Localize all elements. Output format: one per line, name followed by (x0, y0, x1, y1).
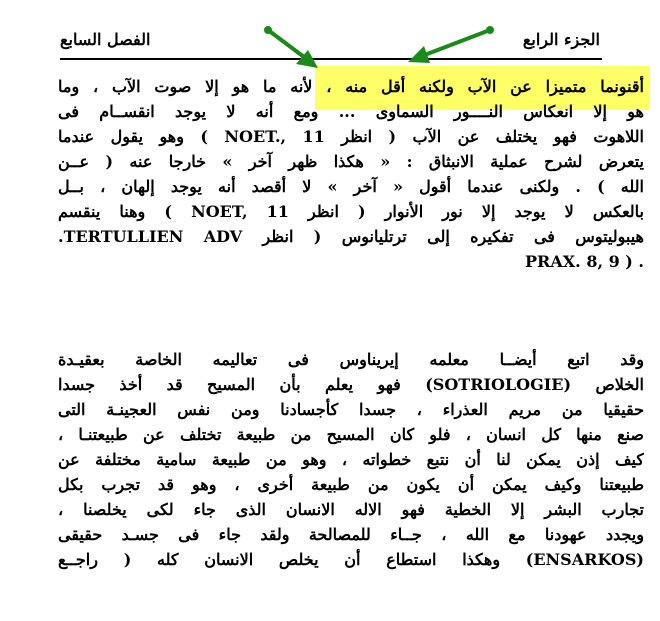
text-line: (ENSARKOS) وهكذا استطاع أن يخلص الانسان كله ( راجــع (58, 550, 644, 569)
text-line: حقيقيا من مريم العذراء ، جسدا كأجسادنا ومن نفس العجينـة التى (58, 400, 644, 419)
text-line: هو إلا انعكاس النــــور السماوى ... ومع أنه لا يوجد انقســام فى (58, 102, 644, 121)
text-line: بالعكس لا يوجد إلا نور الأنوار ( انظر NOET, 11 ) وهنا ينقسم (58, 202, 644, 221)
text-line: اللاهوت فهو يختلف عن الآب ( انظر NOET., 11 ) وهو يقول عندما (58, 127, 644, 146)
text-line: أقنونما متميزا عن الآب ولكنه أقل منه ، لأنه ما هو إلا صوت الآب ، وما (58, 77, 644, 96)
text-line: الخلاص (SOTRIOLOGIE) فهو يعلم بأن المسيح قد أخذ جسدا (58, 375, 644, 394)
paragraph-2 (58, 347, 644, 572)
header-rule (60, 58, 602, 60)
paragraph-1 (58, 74, 644, 274)
text-line: تجارب البشر إلا الخطية فهو الاله الانسان الذى جاء لكى يخلصنا ، (58, 500, 644, 519)
text-line: هيبوليتوس فى تفكيره إلى ترتليانوس ( انظر TERTULLIEN ADV. (58, 227, 644, 246)
text-line: وقد اتبع أيضــا معلمه إيريناوس فى تعاليمه الخاصة بعقيـدة (58, 350, 644, 369)
chapter-title: الفصل السابع (60, 30, 151, 49)
part-title: الجزء الرابع (522, 30, 600, 49)
page-header (60, 30, 600, 56)
text-line: ويجدد عهودنا مع الله ، جــاء للمصالحة ولقد جاء فى جسـد حقيقى (58, 525, 644, 544)
text-line: طبيعتنا وكيف يمكن أن يكون من طبيعة أخرى ، وهو قد تجرب بكل (58, 475, 644, 494)
text-line: يتعرض لشرح عملية الانبثاق : « هكذا ظهر آخر » خارجا عنه ( عــن (58, 152, 644, 171)
text-line: الله ) . ولكنى عندما أقول « آخر » لا أقصد أنه يوجد إلهان ، بــل (58, 177, 644, 196)
text-line: صنع منها كل انسان ، فلو كان المسيح من طبيعة تختلف عن طبيعتنـا ، (58, 425, 644, 444)
text-line: كيف إذن يمكن لنا أن نتبع خطواته ، وهو من طبيعة سامية مختلفة عن (58, 450, 644, 469)
text-line: . ( PRAX. 8, 9 (525, 252, 644, 271)
